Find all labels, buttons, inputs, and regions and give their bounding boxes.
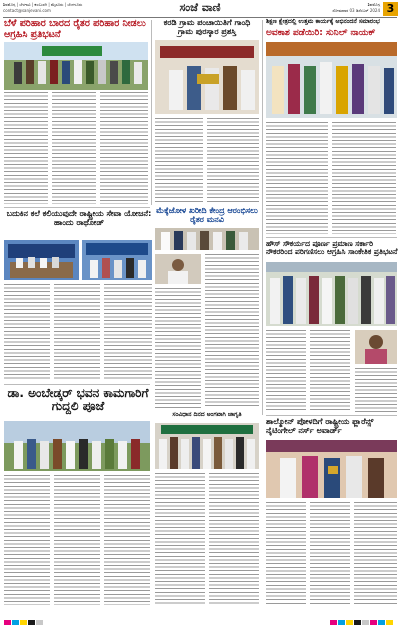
body-text [209,473,259,605]
color-swatch [12,620,19,625]
headline-constitution-day: ಸಂವಿಧಾನ ದಿನದ ಅಂಗವಾಗಿ ಜಾಗೃತಿ [172,411,242,418]
photo-ambedkar-bhavan [4,421,150,471]
section-rule [4,384,150,385]
body-text [100,92,148,204]
page-number: 3 [383,2,398,16]
masthead-right-text: ಶಿವಮೊಗ್ಗ [367,2,380,7]
column-divider [262,20,263,415]
body-text [205,254,259,408]
body-text [266,502,306,605]
body-text [310,502,350,605]
section-rule [266,237,397,238]
photo-small-portrait [155,254,201,284]
masthead-left-text: ಶಿವಮೊಗ್ಗ | ಬೆಳಗಾವಿ | ಕಲಬುರಗಿ | ಮೈಸೂರು | ಬೆಂಗಳೂರು [3,2,83,7]
body-text [4,92,48,204]
body-text [104,284,152,380]
body-text [310,330,350,412]
registration-bar [0,617,400,629]
color-swatch [370,620,377,625]
body-text [52,92,96,204]
headline-maize-purchase: ಮೆಕ್ಕೆಜೋಳ ಖರೀದಿ ಕೇಂದ್ರ ಆರಂಭಿಸಲು ರೈತರ ಮನವಿ [156,206,258,224]
color-swatch [362,620,369,625]
headline-farmers-protest: ಬೆಳೆ ಪರಿಹಾರ ಬಾರದ ರೈತರ ಪರಿಹಾರ ನೀಡಲು ಆಗ್ರಹಿಸಿ ಪ್ರತಿಭಟನೆ [4,18,146,40]
color-swatch [338,620,345,625]
photo-nss-stage [4,240,79,280]
photo-employees-protest [266,262,397,326]
body-text [104,475,150,605]
photo-maize-farmers [155,228,259,250]
color-swatch [4,620,11,625]
body-text [155,118,203,203]
color-swatch [330,620,337,625]
body-text [354,502,397,605]
section-rule [266,415,397,416]
photo-farmers-protest [4,42,148,90]
photo-nss-event [82,240,152,280]
subheadline-sunil-nayak: ಅವಕಾಶ ಪಡೆಯಿರಿ: ಸುನಿಲ್ ನಾಯಕ್ [266,28,376,38]
headline-ambedkar-bhavan: ಡಾ. ಅಂಬೇಡ್ಕರ್ ಭವನ ಕಾಮಗಾರಿಗೆ ಗುದ್ದಲಿ ಪೂಜೆ [7,386,149,414]
photo-nurse-portrait [355,330,397,364]
color-swatch [346,620,353,625]
section-rule [4,207,150,208]
body-text [4,475,50,605]
body-text [266,330,306,412]
color-swatch [354,620,361,625]
headline-nurse-award: ಶಾಲ್ಮೋನ್ ಪೋಳದಿಗೆ ರಾಷ್ಟ್ರೀಯ ಫ್ಲಾರೆನ್ಸ್ ನೈಟಿಂಗೇಲ್ ನರ್ಸ್ ಅವಾರ್ಡ್ [266,417,374,435]
color-swatch [36,620,43,625]
body-text [4,284,50,380]
headline-housing-protest: ಹೌಸ್ ಸೌಕರ್ಯದ ಪೂರ್ಣ ಪ್ರಮಾಣ ಸರ್ಕಾರಿ ನೌಕರರಿಂದ ಪರಿಗಣಿಸಲು ಆಗ್ರಹಿಸಿ ಸಾಂಕೇತಿಕ ಪ್ರತಿಭಟನೆ [266,239,398,257]
photo-nurse-award [266,440,397,498]
masthead [0,0,400,16]
color-swatch [20,620,27,625]
body-text [54,475,100,605]
headline-gandhi-grama-award: ಕರಡಿ ಗ್ರಾಮ ಪಂಚಾಯಿತಿಗೆ ಗಾಂಧಿ ಗ್ರಾಮ ಪುರಸ್ಕಾರ ಪ್ರಶಸ್ತಿ [163,18,251,36]
photo-felicitation [266,42,397,118]
color-swatch [28,620,35,625]
color-swatch [386,620,393,625]
body-text [155,473,205,605]
headline-nss-camp: ಬದುಕಿನ ಕಲೆ ಕಲಿಯುವುದೇ ರಾಷ್ಟ್ರೀಯ ಸೇವಾ ಯೋಜನೆ: ಹಾಂದು ರಾಥೋಡ್ [6,209,152,227]
photo-award-ceremony [155,40,259,114]
body-text [207,118,259,203]
body-text [266,122,328,234]
headline-education-felicitation: ಶಿಕ್ಷಣ ಕ್ಷೇತ್ರದಲ್ಲಿ ಉತ್ತಮ ಕಾರ್ಯಕ್ಕೆ ಅಭಿನಂದನೆ ಸಮಾರಂಭ [266,18,380,25]
masthead-date: ಸೋಮವಾರ 03 ಡಿಸೆಂಬರ್ 2024 [332,8,380,13]
body-text [54,284,100,380]
newspaper-logo: ಸಂಜೆ ವಾಣಿ [179,1,221,14]
body-text [332,122,396,234]
body-text [155,288,201,408]
color-swatch [378,620,385,625]
photo-constitution-day [155,423,259,469]
body-text [355,368,397,412]
column-divider [151,20,152,205]
masthead-sub-text: contact@sanjevani.com [3,8,51,13]
